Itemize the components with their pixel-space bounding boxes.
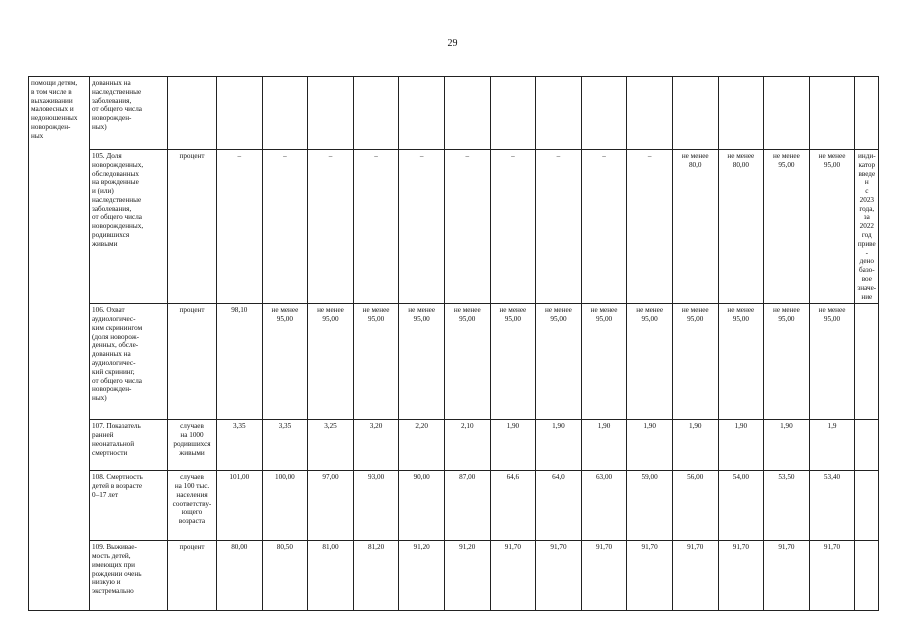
value-cell: не менее 95,00 [444, 304, 490, 420]
value-cell: – [490, 150, 536, 304]
value-cell: – [444, 150, 490, 304]
table-row [29, 77, 879, 150]
value-cell: 63,00 [581, 471, 627, 541]
value-cell: 91,70 [809, 541, 855, 611]
value-cell [809, 77, 855, 150]
indicator-cell: 106. Охват аудиологичес- ким скринингом (доля новорож- денных, обсле- дованных на аудиологичес- кий скрининг, от общего числа новорожден- ных) [90, 304, 168, 420]
value-cell: 2,20 [399, 420, 445, 471]
value-cell: не менее 95,00 [764, 304, 810, 420]
note-cell: инди- катор введен с 2023 года, за 2022 год приве- дено базо- вое значе- ние [855, 150, 879, 304]
value-cell: 1,90 [627, 420, 673, 471]
value-cell: – [581, 150, 627, 304]
note-cell [855, 420, 879, 471]
value-cell: не менее 95,00 [718, 304, 764, 420]
table-row [29, 304, 879, 420]
value-cell: 101,00 [217, 471, 263, 541]
value-cell: 53,50 [764, 471, 810, 541]
unit-cell [168, 77, 217, 150]
value-cell: – [399, 150, 445, 304]
value-cell: не менее 95,00 [308, 304, 354, 420]
value-cell [536, 77, 582, 150]
value-cell: 1,90 [490, 420, 536, 471]
value-cell [718, 77, 764, 150]
value-cell: не менее 95,00 [399, 304, 445, 420]
value-cell: 97,00 [308, 471, 354, 541]
value-cell: 98,10 [217, 304, 263, 420]
value-cell: 87,00 [444, 471, 490, 541]
note-cell [855, 77, 879, 150]
value-cell: 93,00 [353, 471, 399, 541]
value-cell: – [217, 150, 263, 304]
value-cell: 1,90 [718, 420, 764, 471]
value-cell: не менее 80,00 [718, 150, 764, 304]
value-cell: 1,9 [809, 420, 855, 471]
value-cell: 91,70 [718, 541, 764, 611]
indicator-cell: 107. Показатель ранней неонатальной смертности [90, 420, 168, 471]
value-cell: 53,40 [809, 471, 855, 541]
value-cell: – [627, 150, 673, 304]
note-cell [855, 471, 879, 541]
value-cell: 1,90 [536, 420, 582, 471]
value-cell: 3,35 [262, 420, 308, 471]
value-cell: не менее 95,00 [809, 304, 855, 420]
value-cell: 64,6 [490, 471, 536, 541]
table-row [29, 541, 879, 611]
value-cell: 1,90 [581, 420, 627, 471]
indicator-cell: 108. Смертность детей в возрасте 0–17 лет [90, 471, 168, 541]
value-cell [627, 77, 673, 150]
value-cell: не менее 95,00 [262, 304, 308, 420]
unit-cell: процент [168, 304, 217, 420]
value-cell: 54,00 [718, 471, 764, 541]
value-cell: 91,70 [627, 541, 673, 611]
value-cell: не менее 95,00 [809, 150, 855, 304]
value-cell: 56,00 [672, 471, 718, 541]
value-cell: не менее 95,00 [353, 304, 399, 420]
section-label-cell: помощи детям, в том числе в выхаживании маловесных и недоношенных новорожден- ных [29, 77, 90, 611]
unit-cell: процент [168, 541, 217, 611]
indicators-table [28, 76, 879, 611]
value-cell: 1,90 [672, 420, 718, 471]
value-cell: 81,20 [353, 541, 399, 611]
value-cell: 3,25 [308, 420, 354, 471]
value-cell: 91,70 [672, 541, 718, 611]
value-cell [308, 77, 354, 150]
value-cell [764, 77, 810, 150]
unit-cell: случаев на 1000 родившихся живыми [168, 420, 217, 471]
value-cell: не менее 95,00 [536, 304, 582, 420]
value-cell: – [353, 150, 399, 304]
value-cell [399, 77, 445, 150]
value-cell: 90,00 [399, 471, 445, 541]
value-cell: 91,70 [764, 541, 810, 611]
value-cell: – [536, 150, 582, 304]
value-cell: 64,0 [536, 471, 582, 541]
value-cell: 2,10 [444, 420, 490, 471]
table-row [29, 150, 879, 304]
value-cell [672, 77, 718, 150]
value-cell: 91,70 [536, 541, 582, 611]
value-cell: не менее 95,00 [672, 304, 718, 420]
value-cell: – [308, 150, 354, 304]
value-cell: не менее 95,00 [627, 304, 673, 420]
value-cell: – [262, 150, 308, 304]
value-cell: 80,50 [262, 541, 308, 611]
unit-cell: случаев на 100 тыс. населения соответству- ющего возраста [168, 471, 217, 541]
value-cell: 100,00 [262, 471, 308, 541]
value-cell [581, 77, 627, 150]
table-row [29, 471, 879, 541]
value-cell: 3,20 [353, 420, 399, 471]
value-cell: не менее 80,0 [672, 150, 718, 304]
value-cell: 91,20 [444, 541, 490, 611]
note-cell [855, 304, 879, 420]
page-number: 29 [447, 38, 458, 49]
value-cell: 3,35 [217, 420, 263, 471]
value-cell: 59,00 [627, 471, 673, 541]
value-cell: не менее 95,00 [490, 304, 536, 420]
table-row [29, 420, 879, 471]
value-cell: 91,70 [490, 541, 536, 611]
indicator-cell: дованных на наследственные заболевания, от общего числа новорожден- ных) [90, 77, 168, 150]
value-cell: не менее 95,00 [764, 150, 810, 304]
value-cell: 1,90 [764, 420, 810, 471]
value-cell [353, 77, 399, 150]
value-cell: 80,00 [217, 541, 263, 611]
note-cell [855, 541, 879, 611]
value-cell: 91,20 [399, 541, 445, 611]
value-cell [490, 77, 536, 150]
value-cell [444, 77, 490, 150]
value-cell: 91,70 [581, 541, 627, 611]
value-cell: 81,00 [308, 541, 354, 611]
indicator-cell: 109. Выживае- мость детей, имеющих при рождении очень низкую и экстремально [90, 541, 168, 611]
unit-cell: процент [168, 150, 217, 304]
value-cell: не менее 95,00 [581, 304, 627, 420]
value-cell [217, 77, 263, 150]
value-cell [262, 77, 308, 150]
indicator-cell: 105. Доля новорожденных, обследованных на врожденные и (или) наследственные заболевания, от общего числа новорожденных, родившихся живыми [90, 150, 168, 304]
